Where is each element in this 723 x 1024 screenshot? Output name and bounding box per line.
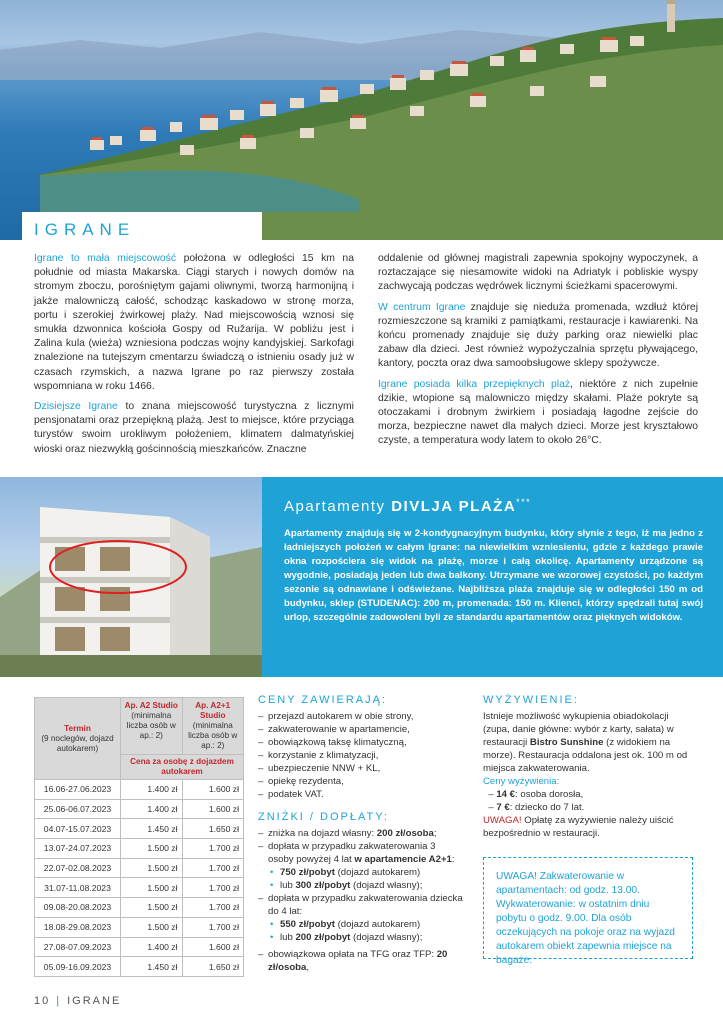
term-cell: 22.07-02.08.2023 [35,858,121,878]
intro-paragraph [378,301,698,372]
highlight-text: Dzisiejsze Igrane [34,401,118,413]
table-row [35,898,244,918]
apartment-info-panel [262,477,723,677]
table-row [35,937,244,957]
price-cell: 1.400 zł [121,937,183,957]
page-title: IGRANE [34,220,136,239]
table-row [35,799,244,819]
price-cell: 1.500 zł [121,858,183,878]
a21-header-sub: (minimalna liczba osób w ap.: 2) [188,721,238,750]
body-text: to znana miejscowość turystyczna z licznymi pensjonatami oraz przepiękną plażą. Jest to miejsce, które przyciąga turystów swoim urokliwym położeniem, klimatem dalmatyńskiej wioski oraz niezwykłą gościnnością mieszkańców. Znaczne [34,401,354,455]
intro-paragraph [34,400,354,457]
list-item: – opiekę rezydenta, [258,775,463,788]
body-text: położona w odległości 15 km na południe od miasta Makarska. Ciągi starych i nowych domów na stromym zboczu, porośniętym gajami oliwnymi, tworzą harmonijną i jakże malowniczą całość, schodząc kaskadowo w stronę morza, portu i szerokiej żwirkowej plaży. Nad miejscowością wznosi się smukła dzwonnica kościoła Gospy od Ružarija. W pobliżu jest i Zalina kula (wieża) wzniesiona podczas wojny kandyjskiej. Sarkofagi znalezione na tutejszym cmentarzu świadczą o istnieniu osady już w czasach rzymskich, a nazwa Igrane po raz pierwszy została wspomniana w roku 1466. [34,253,354,392]
meal-price: – 7 €: dziecko do 7 lat. [483,802,585,813]
item-text: zniżka na dojazd własny: [268,828,377,839]
item-value: w apartamencie A2+1 [354,854,452,865]
price-cell: 1.500 zł [121,917,183,937]
list-item: – ubezpieczenie NNW + KL, [258,762,463,775]
list-subitem [258,931,463,944]
a21-header [182,698,244,755]
warning-label: UWAGA! [483,815,522,826]
item-text: ; [433,828,437,839]
warning-text: Opłatę za wyżywienie należy uiścić bezpośrednio w restauracji. [483,815,674,839]
table-row [35,819,244,839]
term-cell: 27.08-07.09.2023 [35,937,121,957]
meals-text [483,710,693,775]
term-cell: 09.08-20.08.2023 [35,898,121,918]
price-table-wrapper [34,697,244,977]
hero-photo [0,0,723,240]
term-cell: 31.07-11.08.2023 [35,878,121,898]
price-cell: 1.650 zł [182,819,244,839]
footer-divider: | [56,995,62,1007]
meals-text-post: (z widokiem na morze). Restauracja oddalona jest ok. 100 m od miejsca zakwaterowania. [483,737,688,774]
list-subitem [258,879,463,892]
a21-header-label: Ap. A2+1 Studio [195,701,231,720]
table-row [35,957,244,977]
meals-prices-label: Ceny wyżywienia: [483,776,560,787]
discounts-list [258,827,463,974]
intro-column-right [378,252,698,463]
term-cell: 13.07-24.07.2023 [35,839,121,859]
price-cell: 1.500 zł [121,839,183,859]
highlight-text: Igrane to mała miejscowość [34,253,177,264]
list-subitem [258,866,463,879]
notice-text: Zakwaterowanie w apartamentach: od godz. 13.00. Wykwaterowanie: w ostatnim dniu pobytu o godz. 9.00. Dla osób oczekujących na pokoje oraz na wyjazd autokarem obiekt zapewnia miejsce na bagaże. [496,871,675,966]
intro-paragraph [378,378,698,449]
intro-paragraph [378,252,698,295]
a2-header [121,698,183,755]
table-row [35,780,244,800]
meal-price-label: : dziecko do 7 lat. [509,802,585,813]
discounts-heading: ZNIŻKI / DOPŁATY: [258,811,389,823]
apartment-building-illustration [0,477,262,677]
price-table [34,697,244,977]
item-value: 550 zł/pobyt [280,919,335,930]
list-item [258,840,463,866]
list-item: – podatek VAT. [258,788,463,801]
meals-text-pre: Istnieje możliwość wykupienia obiadokolacji (zupa, danie główne: wybór z karty, sałata) w restauracji [483,711,674,748]
item-value: 20 zł/osoba [268,949,448,973]
list-subitem [258,918,463,931]
includes-heading: CENY ZAWIERAJĄ: [258,694,388,706]
meals-heading: WYŻYWIENIE: [483,694,579,706]
highlight-text: Igrane posiada kilka przepięknych plaż [378,378,571,390]
meal-price-value: 7 € [496,802,510,813]
price-cell: 1.400 zł [121,799,183,819]
item-value: 200 zł/osoba [376,828,434,839]
page-title-box [22,212,262,248]
list-item: – przejazd autokarem w obie strony, [258,710,463,723]
restaurant-name: Bistro Sunshine [529,737,604,748]
apartment-description: Apartamenty znajdują się w 2-kondygnacyjnym budynku, który słynie z tego, iż ma jedno z ładniejszych położeń w całym Igrane: na niewielkim wzniesieniu, gdzie z każdego prawie okna rozpościera się widok na plażę, morze i całą okolicę. Apartamenty urządzone są wygodnie, posiadają jeden lub dwa balkony. Utrzymane we wzorowej czystości, po każdym sezonie są odnawiane i odświeżane. Najbliższa plaża znajduje się w odległości 150 m od budynku, sklep (STUDENAC): 200 m, promenada: 150 m. Klienci, którzy spędzali tutaj swój urlop, szczególnie zadowoleni byli ze standardu apartamentów oraz pięknych widoków. [284,528,703,623]
page-number: 10 [34,995,51,1007]
list-item: – dopłata w przypadku zakwaterowania dziecka do 4 lat: [258,892,463,918]
meal-price-label: : osoba dorosła, [515,789,584,800]
item-text: lub [280,880,296,891]
intro-paragraph [34,252,354,394]
table-row [35,878,244,898]
apartment-photo [0,477,262,677]
price-cell: 1.700 zł [182,917,244,937]
item-text: obowiązkowa opłata na TFG oraz TFP: [268,949,437,960]
item-value: 200 zł/pobyt [295,932,351,943]
term-cell: 25.06-06.07.2023 [35,799,121,819]
body-text: oddalenie od głównej magistrali zapewnia spokojny wypoczynek, a roztaczające się niesamowite widoki na Adriatyk i pobliskie wyspy zachwycają podczas wędrówek licznymi ścieżkami spacerowymi. [378,253,698,293]
item-text: (dojazd autokarem) [334,867,421,878]
meals-warning [483,814,693,840]
list-item: – korzystanie z klimatyzacji, [258,749,463,762]
apartment-title-prefix: Apartamenty [284,498,392,515]
meal-price: – 14 €: osoba dorosła, [483,789,584,800]
price-cell: 1.700 zł [182,839,244,859]
term-cell: 18.08-29.08.2023 [35,917,121,937]
term-header-sub: (9 noclegów, dojazd autokarem) [41,733,114,753]
list-item [258,948,463,974]
item-value: 300 zł/pobyt [295,880,351,891]
meal-price-value: 14 € [496,789,516,800]
term-cell: 04.07-15.07.2023 [35,819,121,839]
table-row [35,858,244,878]
table-row [35,839,244,859]
price-header: Cena za osobę z dojazdem autokarem [121,755,244,780]
item-text: (dojazd autokarem) [334,919,421,930]
item-text: , [306,962,310,973]
price-cell: 1.650 zł [182,957,244,977]
table-row [35,917,244,937]
a2-header-sub: (minimalna liczba osób w ap.: 2) [126,711,176,740]
list-item: – zakwaterowanie w apartamencie, [258,723,463,736]
item-text: (dojazd własny); [350,880,423,891]
list-item [258,827,463,840]
apartment-title [284,497,703,515]
body-text: , niektóre z nich zupełnie dzikie, wtopione są malowniczo między skałami. Plaże pokryte są otoczakami i drobnym żwirkiem i posiadają łagodne zejście do morza, bezpieczne nawet dla małych dzieci. Morze jest kryształowo czyste, a temperatura wody latem to około 26°C. [378,378,698,447]
price-cell: 1.600 zł [182,780,244,800]
apartment-title-name: DIVLJA PLAŻA [391,498,517,515]
price-cell: 1.600 zł [182,937,244,957]
price-cell: 1.700 zł [182,898,244,918]
notice-label: UWAGA! [496,871,537,882]
price-cell: 1.700 zł [182,858,244,878]
term-header [35,698,121,780]
meals-column [483,694,693,840]
intro-text [34,252,698,463]
item-text: lub [280,932,296,943]
highlight-text: W centrum Igrane [378,301,466,313]
item-text: (dojazd własny); [350,932,423,943]
term-header-label: Termin [64,723,91,733]
includes-discounts-column [258,694,463,974]
price-cell: 1.600 zł [182,799,244,819]
term-cell: 05.09-16.09.2023 [35,957,121,977]
price-cell: 1.450 zł [121,957,183,977]
price-cell: 1.400 zł [121,780,183,800]
price-cell: 1.700 zł [182,878,244,898]
intro-column-left [34,252,354,463]
price-cell: 1.500 zł [121,878,183,898]
body-text: znajduje się nieduża promenada, wzdłuż której rozmieszczone są kramiki z pamiątkami, restauracje i kawiarenki. Na końcu promenady znajduje się duży parking oraz niewielki plac zabaw dla dzieci. Jest również wypożyczalnia sprzętu pływającego, kantory, poczta oraz dwa samoobsługowe sklepy spożywcze. [378,301,698,370]
apartment-stars: *** [516,497,532,507]
footer-section: IGRANE [67,995,122,1007]
accommodation-notice [483,857,693,966]
list-item: – obowiązkową taksę klimatyczną, [258,736,463,749]
a2-header-label: Ap. A2 Studio [124,701,178,710]
page-footer [34,995,121,1007]
coastal-town-illustration [0,0,723,240]
item-text: : [451,854,455,865]
item-value: 750 zł/pobyt [280,867,335,878]
includes-list [258,710,463,801]
price-cell: 1.450 zł [121,819,183,839]
item-text: dopłata w przypadku zakwaterowania 3 osoby powyżej 4 lat [268,841,436,865]
price-cell: 1.500 zł [121,898,183,918]
term-cell: 16.06-27.06.2023 [35,780,121,800]
